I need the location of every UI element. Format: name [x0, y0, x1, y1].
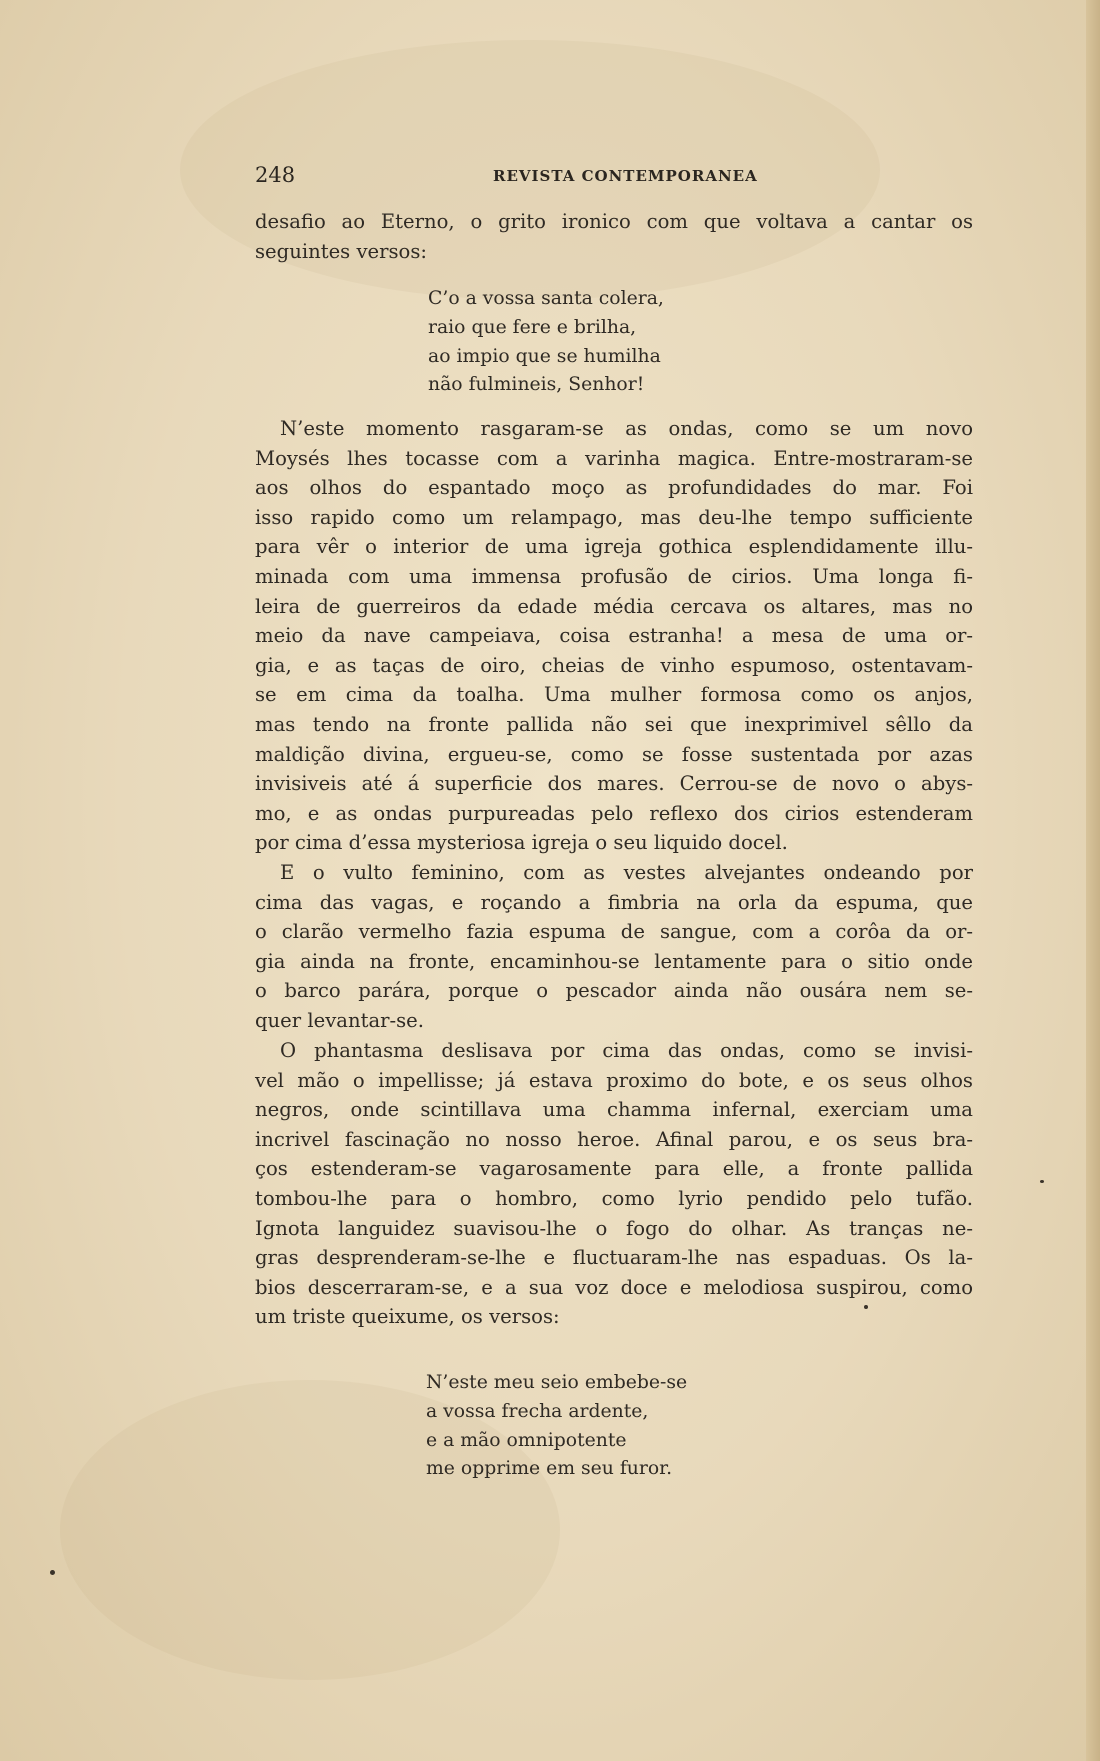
verse-line: e a mão omnipotente: [426, 1429, 627, 1451]
text-line: Moysés lhes tocasse com a varinha magica. Entre-mostraram-se: [255, 446, 973, 470]
running-title: REVISTA CONTEMPORANEA: [493, 167, 758, 185]
text-line: o clarão vermelho fazia espuma de sangue, com a corôa da or-: [255, 920, 973, 944]
text-line: seguintes versos:: [255, 239, 427, 263]
text-line: gia, e as taças de oiro, cheias de vinho espumoso, ostentavam-: [255, 653, 973, 677]
text-line: E o vulto feminino, com as vestes alvejantes ondeando por: [280, 861, 973, 884]
text-line: isso rapido como um relampago, mas deu-lhe tempo sufficiente: [255, 505, 973, 529]
text-line: para vêr o interior de uma igreja gothica esplendidamente illu-: [255, 535, 973, 559]
text-line: quer levantar-se.: [255, 1008, 425, 1032]
verse-stanza-1: [428, 285, 664, 400]
verse-line: N’este meu seio embebe-se: [426, 1372, 688, 1393]
text-line: por cima d’essa mysteriosa igreja o seu liquido docel.: [255, 831, 788, 855]
text-line: se em cima da toalha. Uma mulher formosa como os anjos,: [255, 683, 973, 707]
text-line: um triste queixume, os versos:: [255, 1305, 560, 1329]
text-line: tombou-lhe para o hombro, como lyrio pendido pelo tufão.: [255, 1186, 973, 1210]
text-line: cima das vagas, e roçando a fimbria na orla da espuma, que: [255, 890, 973, 914]
text-line: bios descerraram-se, e a sua voz doce e melodiosa suspirou, como: [255, 1275, 973, 1299]
text-line: mas tendo na fronte pallida não sei que inexprimivel sêllo da: [255, 712, 973, 736]
verse-line: ao impio que se humilha: [428, 345, 661, 367]
text-line: gia ainda na fronte, encaminhou-se lentamente para o sitio onde: [255, 949, 973, 973]
text-line: maldição divina, ergueu-se, como se fosse sustentada por azas: [255, 742, 973, 766]
page-number: 248: [255, 163, 296, 187]
text-line: leira de guerreiros da edade média cercava os altares, mas no: [255, 594, 973, 618]
ink-speck: [864, 1305, 868, 1309]
paragraph-3: [255, 1036, 973, 1332]
text-line: aos olhos do espantado moço as profundidades do mar. Foi: [255, 476, 973, 500]
page-header: [255, 163, 973, 189]
verse-line: raio que fere e brilha,: [428, 316, 637, 338]
verse-stanza-2: [426, 1369, 687, 1484]
ink-speck: [50, 1570, 55, 1575]
intro-paragraph: [255, 207, 973, 266]
verse-line: me opprime em seu furor.: [426, 1458, 673, 1480]
text-line: negros, onde scintillava uma chamma infernal, exerciam uma: [255, 1098, 973, 1122]
text-line: ços estenderam-se vagarosamente para elle, a fronte pallida: [255, 1157, 973, 1181]
page-edge: [1086, 0, 1100, 1761]
text-line: o barco parára, porque o pescador ainda não ousára nem se-: [255, 979, 973, 1003]
text-line: mo, e as ondas purpureadas pelo reflexo dos cirios estenderam: [255, 801, 973, 825]
verse-line: C’o a vossa santa colera,: [428, 288, 664, 309]
text-line: Ignota languidez suavisou-lhe o fogo do olhar. As tranças ne-: [255, 1216, 973, 1240]
text-line: meio da nave campeiava, coisa estranha! a mesa de uma or-: [255, 624, 973, 648]
text-line: gras desprenderam-se-lhe e fluctuaram-lhe nas espaduas. Os la-: [255, 1246, 973, 1270]
text-line: invisiveis até á superficie dos mares. Cerrou-se de novo o abys-: [255, 772, 973, 796]
text-line: vel mão o impellisse; já estava proximo do bote, e os seus olhos: [255, 1068, 973, 1092]
text-line: desafio ao Eterno, o grito ironico com que voltava a cantar os: [255, 210, 973, 233]
paragraph-1: [255, 414, 973, 858]
verse-line: a vossa frecha ardente,: [426, 1400, 649, 1422]
text-line: O phantasma deslisava por cima das ondas, como se invisi-: [280, 1039, 973, 1062]
ink-speck: [1040, 1180, 1044, 1183]
text-line: minada com uma immensa profusão de cirios. Uma longa fi-: [255, 564, 973, 588]
verse-line: não fulmineis, Senhor!: [428, 374, 645, 396]
text-line: N’este momento rasgaram-se as ondas, como se um novo: [280, 417, 973, 440]
text-line: incrivel fascinação no nosso heroe. Afinal parou, e os seus bra-: [255, 1127, 973, 1151]
paragraph-2: [255, 858, 973, 1036]
